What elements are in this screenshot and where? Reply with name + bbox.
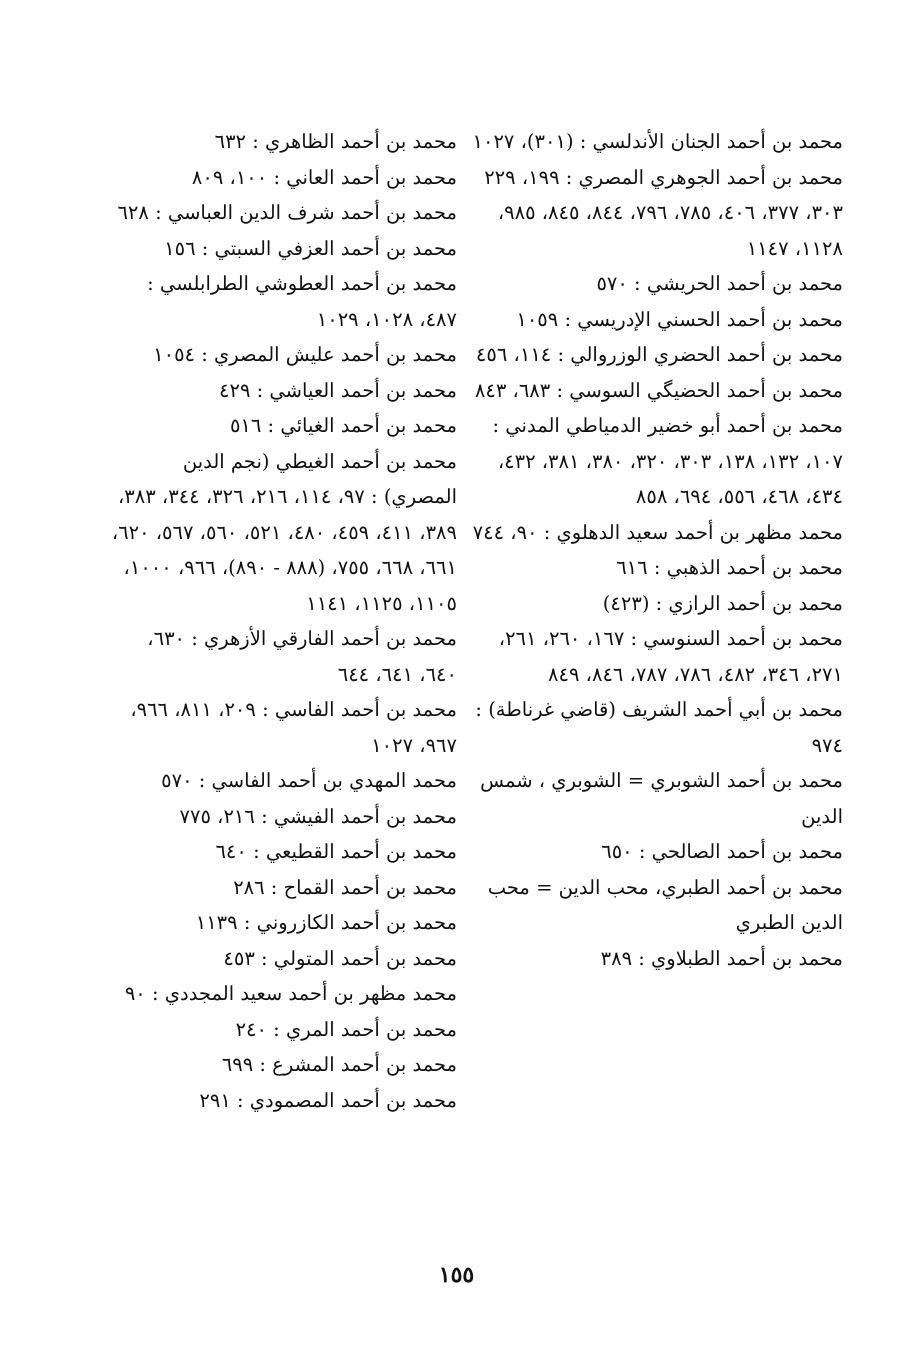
index-entry: محمد بن أحمد السنوسي : ١٦٧، ٢٦٠، ٢٦١، ٢٧١، ٣٤٦، ٤٨٢، ٧٨٦، ٧٨٧، ٨٤٦، ٨٤٩ bbox=[498, 627, 843, 686]
index-column-left bbox=[105, 124, 457, 1118]
index-entry: محمد بن أحمد الجوهري المصري : ١٩٩، ٢٢٩ ٣٠٣، ٣٧٧، ٤٠٦، ٧٨٥، ٧٩٦، ٨٤٤، ٨٤٥، ٩٨٥، ١١٢٨، ١١٤٧ bbox=[484, 165, 843, 260]
index-entry: محمد بن أحمد الرازي : (٤٢٣) bbox=[602, 591, 843, 615]
index-entry: محمد بن أحمد الصالحي : ٦٥٠ bbox=[601, 840, 843, 863]
index-entry: محمد بن أحمد أبو خضير الدمياطي المدني : ١٠٧، ١٣٢، ١٣٨، ٣٠٣، ٣٢٠، ٣٨٠، ٣٨١، ٤٣٢، ٤٣٤، ٤٦٨، ٥٥٦، ٦٩٤، ٨٥٨ bbox=[492, 414, 843, 508]
index-entry: محمد بن أحمد الطبلاوي : ٣٨٩ bbox=[600, 946, 843, 970]
index-entry: محمد بن أحمد الحضيگي السوسي : ٦٨٣، ٨٤٣ bbox=[474, 378, 843, 402]
index-entry: محمد بن أحمد المري : ٢٤٠ bbox=[235, 1017, 457, 1041]
index-entry: محمد بن أحمد الفيشي : ٢١٦، ٧٧٥ bbox=[179, 804, 457, 828]
index-entry: محمد بن أحمد الظاهري : ٦٣٢ bbox=[214, 130, 457, 153]
index-entry: محمد بن أحمد العطوشي الطرابلسي : ٤٨٧، ١٠٢٨، ١٠٢٩ bbox=[147, 272, 457, 331]
index-entry: محمد بن أحمد العزفي السبتي : ١٥٦ bbox=[164, 236, 457, 260]
index-entry: محمد بن أحمد الحريشي : ٥٧٠ bbox=[596, 272, 843, 295]
index-entry: محمد بن أحمد القماح : ٢٨٦ bbox=[233, 875, 457, 899]
index-entry: محمد بن أحمد عليش المصري : ١٠٥٤ bbox=[153, 343, 457, 366]
index-entry: محمد بن أحمد الطبري، محب الدين = محب الدين الطبري bbox=[487, 875, 843, 934]
index-entry: محمد بن أحمد الشوبري = الشوبري ، شمس الدين bbox=[480, 769, 843, 828]
index-entry: محمد بن أبي أحمد الشريف (قاضي غرناطة) : ٩٧٤ bbox=[475, 698, 843, 757]
index-entry: محمد المهدي بن أحمد الفاسي : ٥٧٠ bbox=[161, 769, 457, 792]
index-column-right bbox=[471, 124, 843, 976]
page-number: ١٥٥ bbox=[438, 1262, 475, 1288]
index-entry: محمد بن أحمد الغيائي : ٥١٦ bbox=[229, 414, 457, 437]
index-entry: محمد بن أحمد الحسني الإدريسي : ١٠٥٩ bbox=[516, 307, 843, 331]
index-entry: محمد بن أحمد المشرع : ٦٩٩ bbox=[221, 1053, 457, 1076]
index-entry: محمد بن أحمد الكازروني : ١١٣٩ bbox=[195, 911, 457, 934]
index-entry: محمد بن أحمد الحضري الوزروالي : ١١٤، ٤٥٦ bbox=[475, 343, 843, 366]
index-entry: محمد بن أحمد العاني : ١٠٠، ٨٠٩ bbox=[191, 165, 457, 189]
index-entry: محمد بن أحمد الفاسي : ٢٠٩، ٨١١، ٩٦٦، ٩٦٧، ١٠٢٧ bbox=[130, 698, 457, 757]
index-entry: محمد بن أحمد القطيعي : ٦٤٠ bbox=[215, 840, 457, 863]
index-entry: محمد بن أحمد الذهبي : ٦١٦ bbox=[616, 556, 843, 579]
index-entry: محمد مظهر بن أحمد سعيد الدهلوي : ٩٠، ٧٤٤ bbox=[472, 520, 843, 544]
index-entry: محمد بن أحمد الغيطي (نجم الدين المصري) : ٩٧، ١١٤، ٢١٦، ٣٢٦، ٣٤٤، ٣٨٣، ٣٨٩، ٤١١، ٤٥٩، ٤٨٠، ٥٢١، ٥٦٠، ٥٦٧، ٦٢٠، ٦٦١، ٦٦٨، ٧٥٥، (٨٨٨ - ٨٩٠)، ٩٦٦، ١٠٠٠، ١١٠٥، ١١٢٥، ١١٤١ bbox=[111, 449, 457, 615]
index-entry: محمد بن أحمد المتولي : ٤٥٣ bbox=[223, 946, 457, 970]
index-entry: محمد بن أحمد المصمودي : ٢٩١ bbox=[199, 1088, 457, 1112]
index-entry: محمد بن أحمد العياشي : ٤٢٩ bbox=[219, 378, 457, 402]
index-entry: محمد مظهر بن أحمد سعيد المجددي : ٩٠ bbox=[124, 982, 457, 1005]
index-entry: محمد بن أحمد الجنان الأندلسي : (٣٠١)، ١٠٢٧ bbox=[472, 130, 843, 153]
index-entry: محمد بن أحمد شرف الدين العباسي : ٦٢٨ bbox=[117, 201, 457, 224]
index-entry: محمد بن أحمد الفارقي الأزهري : ٦٣٠، ٦٤٠، ٦٤١، ٦٤٤ bbox=[147, 627, 457, 686]
